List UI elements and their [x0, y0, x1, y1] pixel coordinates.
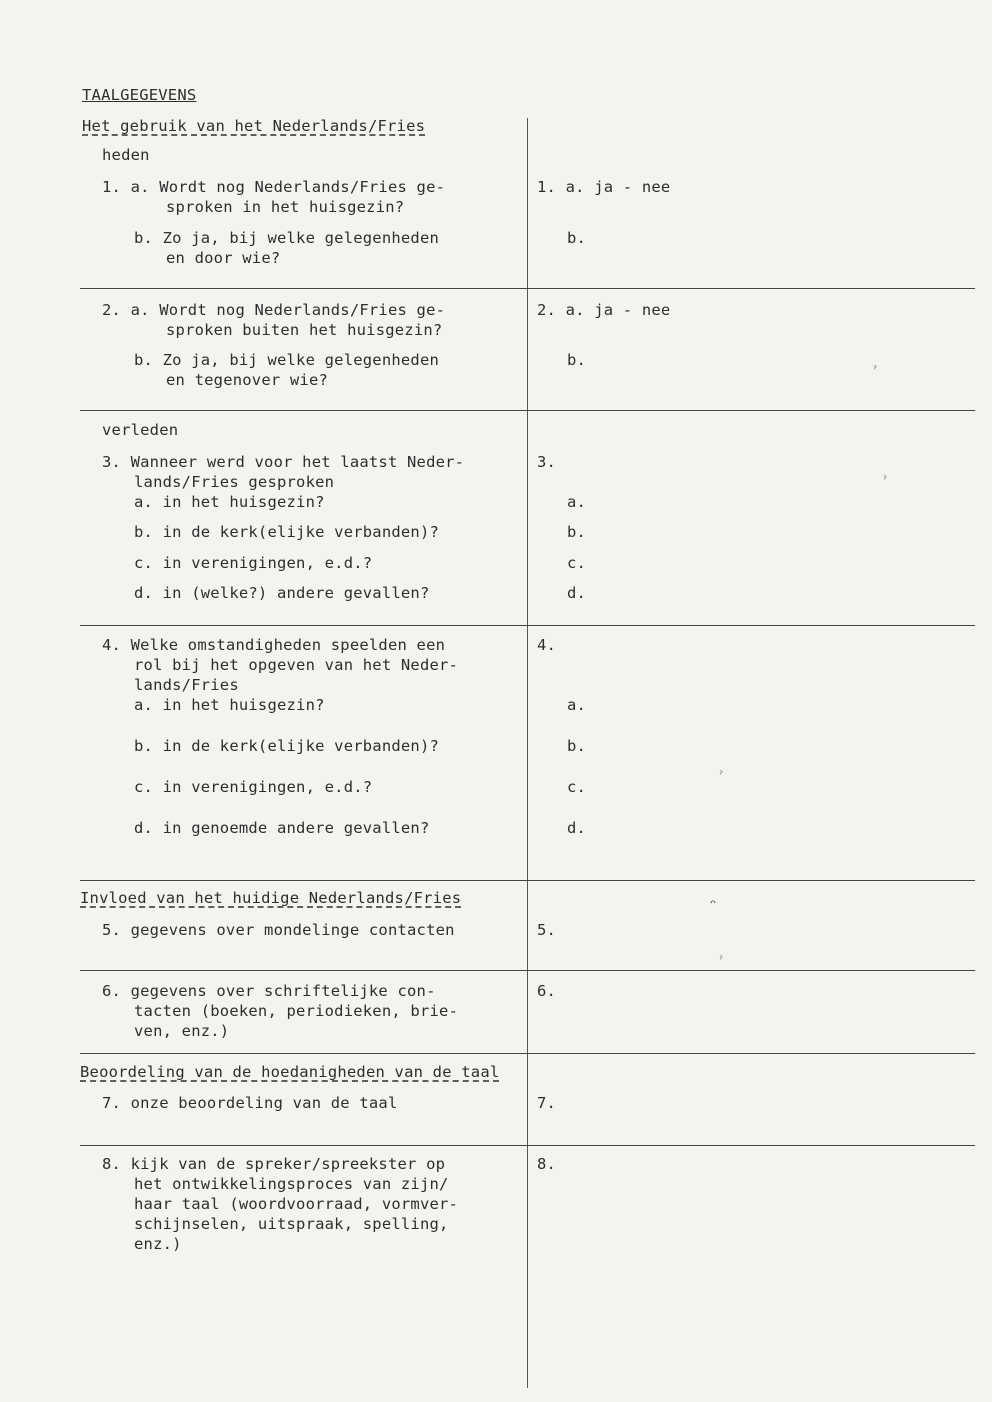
q4-line1: 4. Welke omstandigheden speelden een: [102, 636, 446, 654]
q3-b: b. in de kerk(elijke verbanden)?: [134, 523, 440, 541]
q6-answer: 6.: [537, 982, 557, 1000]
q3-d: d. in (welke?) andere gevallen?: [134, 584, 430, 602]
column-divider: [527, 118, 528, 1388]
q1-answer-b: b.: [567, 229, 587, 247]
q2-b-line2: en tegenover wie?: [166, 371, 329, 389]
q6-line2: tacten (boeken, periodieken, brie-: [134, 1002, 459, 1020]
q1-b-line2: en door wie?: [166, 249, 281, 267]
q1-a-line2: sproken in het huisgezin?: [166, 198, 405, 216]
q3-answer-c: c.: [567, 554, 587, 572]
q4-answer-b: b.: [567, 737, 587, 755]
q8-line2: het ontwikkelingsproces van zijn/: [134, 1175, 449, 1193]
q2-a-line1: 2. a. Wordt nog Nederlands/Fries ge-: [102, 301, 446, 319]
section-invloed: Invloed van het huidige Nederlands/Fries: [80, 889, 462, 907]
q5-text: 5. gegevens over mondelinge contacten: [102, 921, 455, 939]
divider: [80, 1145, 975, 1146]
q8-line5: enz.): [134, 1235, 182, 1253]
q4-line3: lands/Fries: [134, 676, 239, 694]
q1-a-line1: 1. a. Wordt nog Nederlands/Fries ge-: [102, 178, 446, 196]
section-beoordeling: Beoordeling van de hoedanigheden van de taal: [80, 1063, 500, 1081]
q3-answer-d: d.: [567, 584, 587, 602]
q1-answer-a: 1. a. ja - nee: [537, 178, 671, 196]
section-gebruik: Het gebruik van het Nederlands/Fries: [82, 117, 426, 135]
q6-line1: 6. gegevens over schriftelijke con-: [102, 982, 436, 1000]
scan-speck: ˀ: [718, 956, 725, 967]
divider: [80, 970, 975, 971]
q2-b-line1: b. Zo ja, bij welke gelegenheden: [134, 351, 440, 369]
q8-line3: haar taal (woordvoorraad, vormver-: [134, 1195, 459, 1213]
q3-a: a. in het huisgezin?: [134, 493, 325, 511]
q2-answer-b: b.: [567, 351, 587, 369]
q4-answer: 4.: [537, 636, 557, 654]
subhead-heden: heden: [102, 146, 150, 164]
q3-answer-a: a.: [567, 493, 587, 511]
q6-line3: ven, enz.): [134, 1022, 230, 1040]
q3-line1: 3. Wanneer werd voor het laatst Neder-: [102, 453, 465, 471]
scan-speck: ᴖ: [710, 898, 717, 909]
q4-a: a. in het huisgezin?: [134, 696, 325, 714]
q4-c: c. in verenigingen, e.d.?: [134, 778, 373, 796]
q4-answer-d: d.: [567, 819, 587, 837]
q4-line2: rol bij het opgeven van het Neder-: [134, 656, 459, 674]
divider: [80, 880, 975, 881]
q2-answer-a: 2. a. ja - nee: [537, 301, 671, 319]
q5-answer: 5.: [537, 921, 557, 939]
page-heading: TAALGEGEVENS: [82, 86, 197, 104]
q8-line1: 8. kijk van de spreker/spreekster op: [102, 1155, 446, 1173]
scan-speck: ˀ: [872, 366, 879, 377]
q3-answer-b: b.: [567, 523, 587, 541]
q4-answer-a: a.: [567, 696, 587, 714]
scan-speck: ˀ: [882, 476, 889, 487]
q4-answer-c: c.: [567, 778, 587, 796]
divider: [80, 1053, 975, 1054]
q2-a-line2: sproken buiten het huisgezin?: [166, 321, 443, 339]
q3-c: c. in verenigingen, e.d.?: [134, 554, 373, 572]
q7-text: 7. onze beoordeling van de taal: [102, 1094, 398, 1112]
q4-d: d. in genoemde andere gevallen?: [134, 819, 430, 837]
divider: [80, 288, 975, 289]
q4-b: b. in de kerk(elijke verbanden)?: [134, 737, 440, 755]
q1-b-line1: b. Zo ja, bij welke gelegenheden: [134, 229, 440, 247]
q3-line2: lands/Fries gesproken: [134, 473, 335, 491]
q8-line4: schijnselen, uitspraak, spelling,: [134, 1215, 449, 1233]
q7-answer: 7.: [537, 1094, 557, 1112]
scan-speck: ˀ: [718, 771, 725, 782]
subhead-verleden: verleden: [102, 421, 179, 439]
divider: [80, 625, 975, 626]
divider: [80, 410, 975, 411]
q3-answer: 3.: [537, 453, 557, 471]
q8-answer: 8.: [537, 1155, 557, 1173]
